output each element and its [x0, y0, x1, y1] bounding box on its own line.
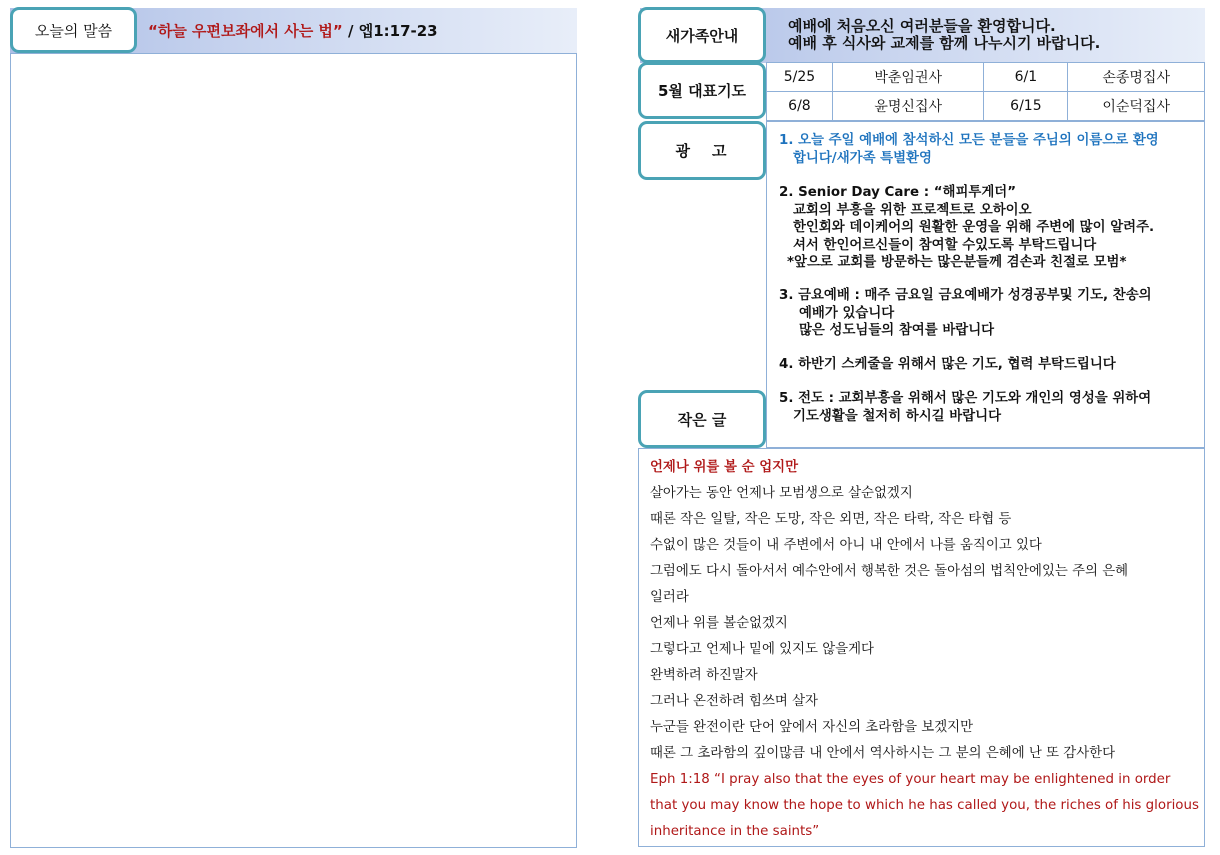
table-row [767, 63, 1205, 92]
sermon-title [148, 20, 438, 41]
announcement-line: 3. 금요예배 : 매주 금요일 금요예배가 성경공부및 기도, 찬송의 [779, 288, 1152, 303]
announcement-line: 5. 전도 : 교회부흥을 위해서 많은 기도와 개인의 영성을 위하여 [779, 391, 1152, 406]
small-writing-box [638, 448, 1205, 847]
announcement-1 [779, 132, 1159, 167]
sermon-title-text: “하늘 우편보좌에서 사는 법” [148, 22, 343, 40]
poem-line: 그러나 온전하려 힘쓰며 살자 [650, 694, 818, 709]
poem-line: 수없이 많은 것들이 내 주변에서 아니 내 안에서 나를 움직이고 있다 [650, 538, 1042, 553]
announcement-5 [779, 390, 1151, 425]
prayer-leader: 손종명집사 [1068, 63, 1205, 92]
poem-line: 언제나 위를 볼순없겠지 [650, 616, 788, 631]
prayer-date: 6/1 [984, 63, 1068, 92]
prayer-leader: 박춘임권사 [832, 63, 984, 92]
welcome-line-2: 예배 후 식사와 교제를 함께 나누시기 바랍니다. [788, 34, 1101, 52]
announcement-line: 예배가 있습니다 [799, 305, 895, 321]
sermon-content-box [10, 53, 577, 848]
poem-title: 언제나 위를 볼 순 업지만 [650, 460, 799, 475]
announcement-2 [779, 184, 1154, 272]
poem-line: 때론 작은 일탈, 작은 도망, 작은 외면, 작은 타락, 작은 타협 등 [650, 512, 1012, 527]
announcement-line: *앞으로 교회를 방문하는 많은분들께 겸손과 친절로 모범* [787, 255, 1127, 270]
announcement-line: 한인회와 데이케어의 원활한 운영을 위해 주변에 많이 알려주. [793, 220, 1155, 235]
announcement-line: 셔서 한인어르신들이 참여할 수있도록 부탁드립니다 [793, 237, 1097, 253]
tab-small-writing[interactable]: 작은 글 [638, 390, 766, 448]
prayer-date: 5/25 [767, 63, 833, 92]
poem-line: 그럼에도 다시 돌아서서 예수안에서 행복한 것은 돌아섬의 법칙안에있는 주의 은혜 [650, 564, 1129, 579]
verse-line: Eph 1:18 “I pray also that the eyes of your heart may be enlightened in order [650, 772, 1171, 787]
tab-representative-prayer[interactable]: 5월 대표기도 [638, 62, 766, 119]
welcome-message [788, 18, 1100, 52]
announcement-line: 2. Senior Day Care : “해피투게더” [779, 185, 1017, 200]
poem-line: 완벽하려 하진말자 [650, 668, 758, 683]
welcome-line-1: 예배에 처음오신 여러분들을 환영합니다. [788, 17, 1056, 35]
poem-line: 누군들 완전이란 단어 앞에서 자신의 초라함을 보겠지만 [650, 720, 974, 735]
prayer-leader: 윤명신집사 [832, 92, 984, 121]
announcement-line: 많은 성도님들의 참여를 바랍니다 [799, 323, 995, 338]
poem-line: 살아가는 동안 언제나 모범생으로 살순없겠지 [650, 486, 913, 501]
tab-announcements[interactable]: 광고 [638, 121, 766, 180]
poem [650, 455, 1199, 845]
announcement-4 [779, 356, 1116, 374]
prayer-schedule-table [766, 62, 1205, 121]
announcement-line: 합니다/새가족 특별환영 [793, 150, 932, 166]
poem-line: 일러라 [650, 590, 689, 605]
sermon-reference: / 엡1:17-23 [342, 22, 438, 40]
prayer-date: 6/15 [984, 92, 1068, 121]
announcement-line: 기도생활을 철저히 하시길 바랍니다 [793, 408, 1002, 424]
prayer-leader: 이순덕집사 [1068, 92, 1205, 121]
prayer-date: 6/8 [767, 92, 833, 121]
verse-line: that you may know the hope to which he has called you, the riches of his glorious [650, 798, 1199, 813]
announcements-box [766, 121, 1205, 448]
verse-line: inheritance in the saints” [650, 824, 820, 839]
poem-line: 때론 그 초라함의 깊이많큼 내 안에서 역사하시는 그 분의 은혜에 난 또 감사한다 [650, 746, 1116, 761]
announcement-line: 4. 하반기 스케줄을 위해서 많은 기도, 협력 부탁드립니다 [779, 357, 1116, 372]
announcement-line: 교회의 부흥을 위한 프로젝트로 오하이오 [793, 202, 1032, 218]
tab-todays-word[interactable]: 오늘의 말씀 [10, 7, 137, 53]
tab-new-family[interactable]: 새가족안내 [638, 7, 766, 63]
announcement-line: 1. 오늘 주일 예배에 참석하신 모든 분들을 주님의 이름으로 환영 [779, 133, 1159, 148]
table-row [767, 92, 1205, 121]
announcement-3 [779, 287, 1152, 340]
poem-line: 그렇다고 언제나 밑에 있지도 않을게다 [650, 642, 874, 657]
